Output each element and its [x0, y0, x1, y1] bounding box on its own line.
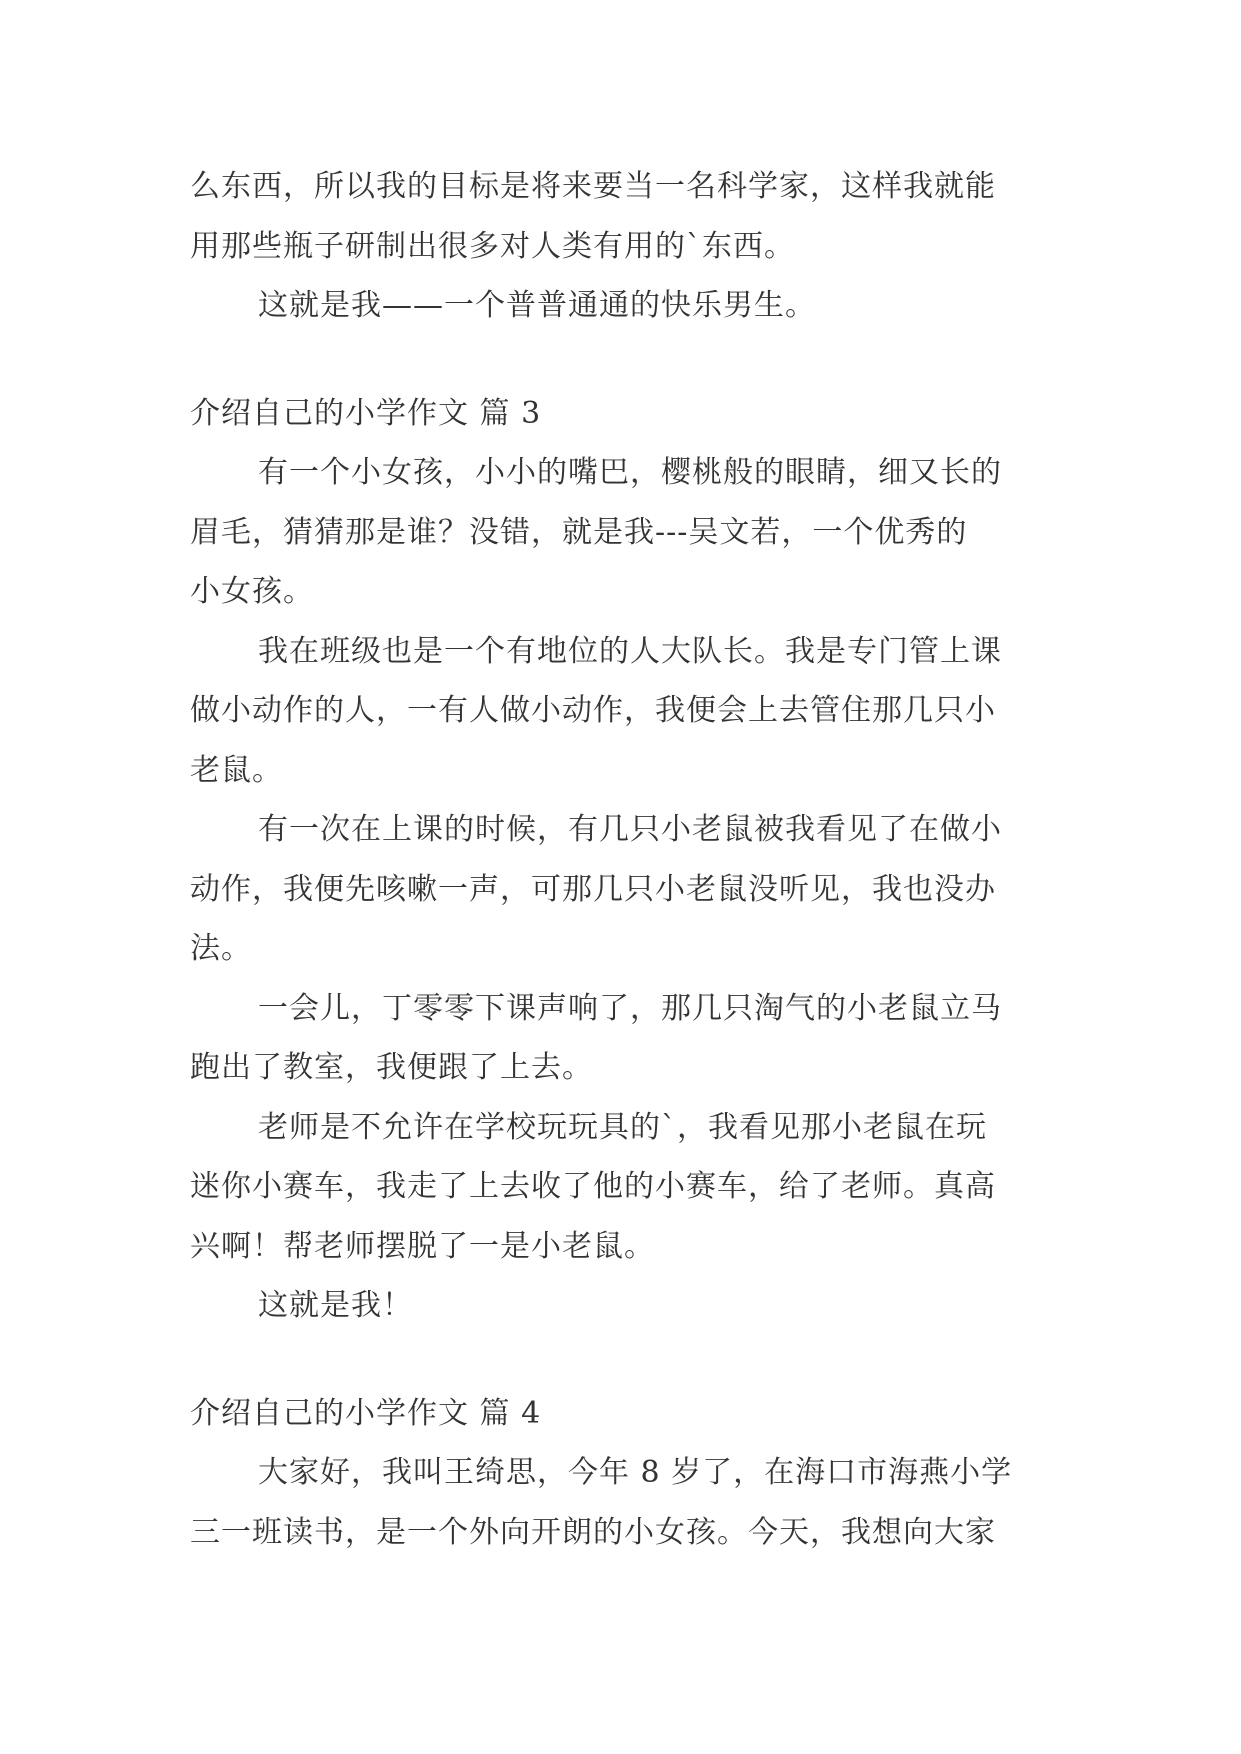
text-line: 么东西，所以我的目标是将来要当一名科学家，这样我就能	[190, 169, 996, 204]
document-body	[190, 157, 1050, 1562]
text-line: 跑出了教室，我便跟了上去。	[190, 1050, 593, 1085]
text-line: 大家好，我叫王绮思，今年 8 岁了，在海口市海燕小学	[258, 1455, 1013, 1490]
text-line: 法。	[190, 931, 252, 966]
text-line: 一会儿，丁零零下课声响了，那几只淘气的小老鼠立马	[258, 990, 1002, 1026]
paragraph	[190, 800, 1050, 979]
text-line: 我在班级也是一个有地位的人大队长。我是专门管上课	[258, 633, 1002, 669]
text-line: 眉毛，猜猜那是谁？没错，就是我---吴文若，一个优秀的	[190, 514, 968, 550]
text-line: 动作，我便先咳嗽一声，可那几只小老鼠没听见，我也没办	[190, 871, 996, 907]
section-heading: 介绍自己的小学作文 篇 4	[190, 1395, 542, 1431]
paragraph	[190, 622, 1050, 801]
paragraph	[190, 979, 1050, 1098]
text-line: 做小动作的人，一有人做小动作，我便会上去管住那几只小	[190, 693, 996, 728]
text-line: 有一个小女孩，小小的嘴巴，樱桃般的眼睛，细又长的	[258, 455, 1002, 490]
paragraph	[190, 1443, 1050, 1562]
text-line: 用那些瓶子研制出很多对人类有用的`东西。	[190, 228, 795, 264]
closing-line: 这就是我——一个普普通通的快乐男生。	[258, 288, 816, 323]
text-line: 有一次在上课的时候，有几只小老鼠被我看见了在做小	[258, 812, 1002, 847]
paragraph	[190, 443, 1050, 622]
section-heading: 介绍自己的小学作文 篇 3	[190, 395, 542, 431]
text-line: 老鼠。	[190, 752, 283, 788]
text-line: 兴啊！帮老师摆脱了一是小老鼠。	[190, 1228, 655, 1264]
text-line: 小女孩。	[190, 574, 314, 609]
text-line: 三一班读书，是一个外向开朗的小女孩。今天，我想向大家	[190, 1514, 996, 1550]
paragraph	[190, 1098, 1050, 1277]
text-line: 迷你小赛车，我走了上去收了他的小赛车，给了老师。真高	[190, 1169, 996, 1204]
text-line: 老师是不允许在学校玩玩具的`，我看见那小老鼠在玩	[258, 1109, 987, 1145]
paragraph	[190, 1276, 1050, 1336]
text-line: 这就是我！	[258, 1288, 413, 1323]
